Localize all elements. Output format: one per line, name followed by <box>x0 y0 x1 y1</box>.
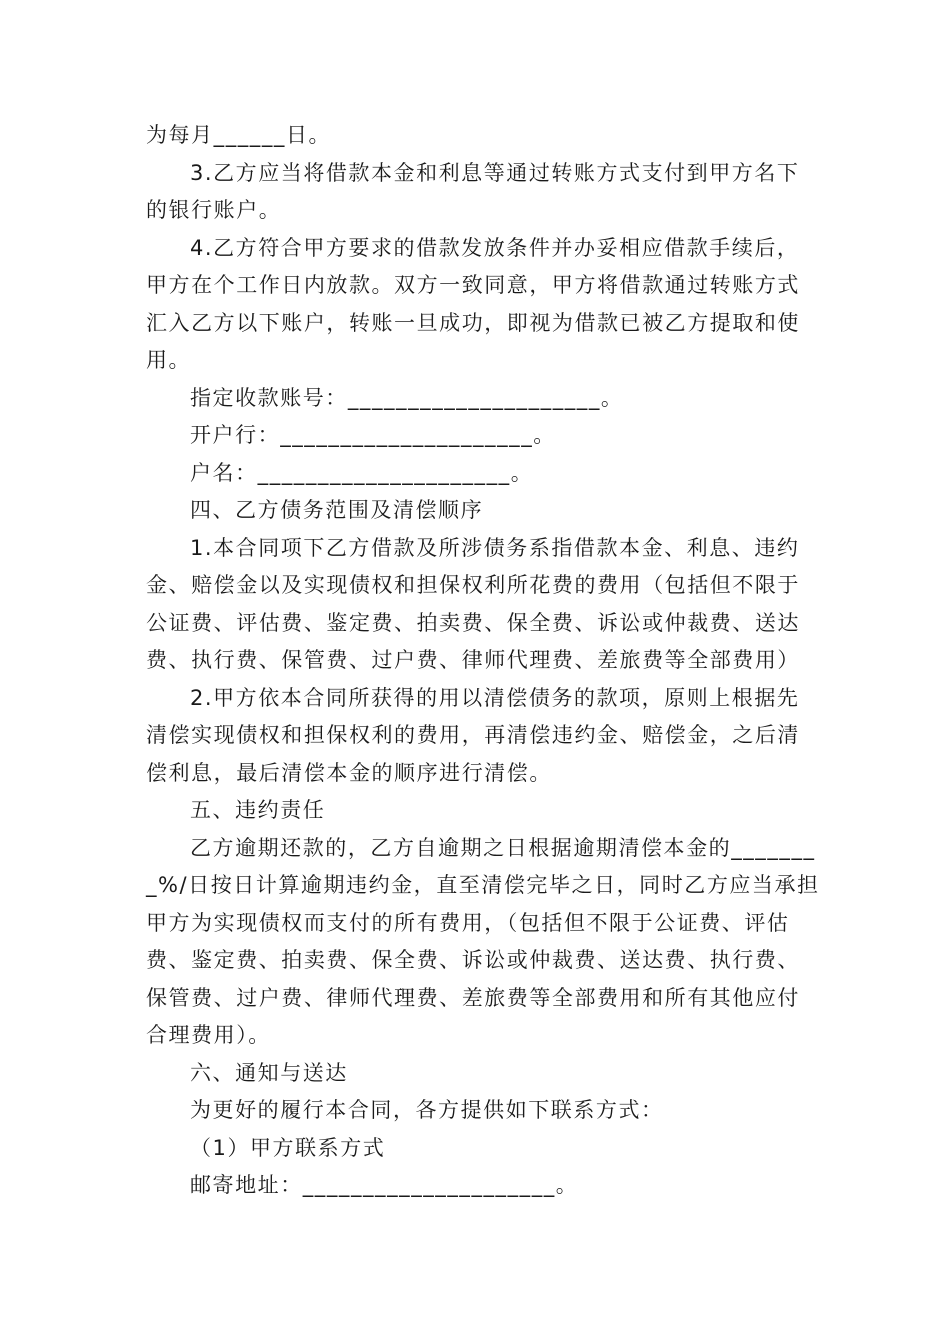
line-text: 为更好的履行本合同，各方提供如下联系方式： <box>190 1098 664 1122</box>
line-text: 汇入乙方以下账户，转账一旦成功，即视为借款已被乙方提取和使 <box>146 311 800 335</box>
line-15 <box>0 646 950 674</box>
line-text: （1）甲方联系方式 <box>190 1136 386 1160</box>
line-20 <box>0 834 950 862</box>
line-text: 金、赔偿金以及实现债权和担保权利所花费的费用（包括但不限于 <box>146 573 800 597</box>
line-text: 费、鉴定费、拍卖费、保全费、诉讼或仲裁费、送达费、执行费、 <box>146 948 800 972</box>
line-text: 指定收款账号：_____________________。 <box>190 386 624 410</box>
line-21 <box>0 871 950 899</box>
line-14 <box>0 609 950 637</box>
line-text: 户名：_____________________。 <box>190 461 534 485</box>
line-text: 四、乙方债务范围及清偿顺序 <box>190 498 484 522</box>
line-18 <box>0 759 950 787</box>
line-04 <box>0 234 950 262</box>
line-text: 2.甲方依本合同所获得的用以清偿债务的款项，原则上根据先 <box>190 686 800 710</box>
line-05 <box>0 271 950 299</box>
line-06 <box>0 309 950 337</box>
line-text: 甲方在个工作日内放款。双方一致同意，甲方将借款通过转账方式 <box>146 273 800 297</box>
line-01 <box>0 121 950 149</box>
line-text: 公证费、评估费、鉴定费、拍卖费、保全费、诉讼或仲裁费、送达 <box>146 611 800 635</box>
line-text: 五、违约责任 <box>190 798 326 822</box>
line-text: 偿利息，最后清偿本金的顺序进行清偿。 <box>146 761 552 785</box>
line-07 <box>0 346 950 374</box>
line-16 <box>0 684 950 712</box>
line-text: 用。 <box>146 348 192 372</box>
line-27 <box>0 1096 950 1124</box>
line-03 <box>0 196 950 224</box>
line-17 <box>0 721 950 749</box>
line-23 <box>0 946 950 974</box>
line-text: 乙方逾期还款的，乙方自逾期之日根据逾期清偿本金的_______ <box>190 836 816 860</box>
line-22 <box>0 909 950 937</box>
line-text: 的银行账户。 <box>146 198 282 222</box>
line-text: 邮寄地址：_____________________。 <box>190 1173 579 1197</box>
line-10 <box>0 459 950 487</box>
line-24 <box>0 984 950 1012</box>
line-text: _%/日按日计算逾期违约金，直至清偿完毕之日，同时乙方应当承担 <box>146 873 820 897</box>
line-text: 六、通知与送达 <box>190 1061 348 1085</box>
line-text: 4.乙方符合甲方要求的借款发放条件并办妥相应借款手续后， <box>190 236 800 260</box>
line-12 <box>0 534 950 562</box>
line-25 <box>0 1021 950 1049</box>
section-heading <box>0 796 950 824</box>
line-13 <box>0 571 950 599</box>
line-text: 清偿实现债权和担保权利的费用，再清偿违约金、赔偿金，之后清 <box>146 723 800 747</box>
line-09 <box>0 421 950 449</box>
line-text: 3.乙方应当将借款本金和利息等通过转账方式支付到甲方名下 <box>190 161 800 185</box>
line-text: 开户行：_____________________。 <box>190 423 556 447</box>
line-02 <box>0 159 950 187</box>
section-heading <box>0 1059 950 1087</box>
line-text: 合理费用）。 <box>146 1023 271 1047</box>
line-text: 保管费、过户费、律师代理费、差旅费等全部费用和所有其他应付 <box>146 986 800 1010</box>
line-08 <box>0 384 950 412</box>
line-text: 甲方为实现债权而支付的所有费用，（包括但不限于公证费、评估 <box>146 911 790 935</box>
line-text: 为每月______日。 <box>146 123 332 147</box>
section-heading <box>0 496 950 524</box>
line-text: 费、执行费、保管费、过户费、律师代理费、差旅费等全部费用） <box>146 648 800 672</box>
line-29 <box>0 1171 950 1199</box>
line-28 <box>0 1134 950 1162</box>
line-text: 1.本合同项下乙方借款及所涉债务系指借款本金、利息、违约 <box>190 536 800 560</box>
